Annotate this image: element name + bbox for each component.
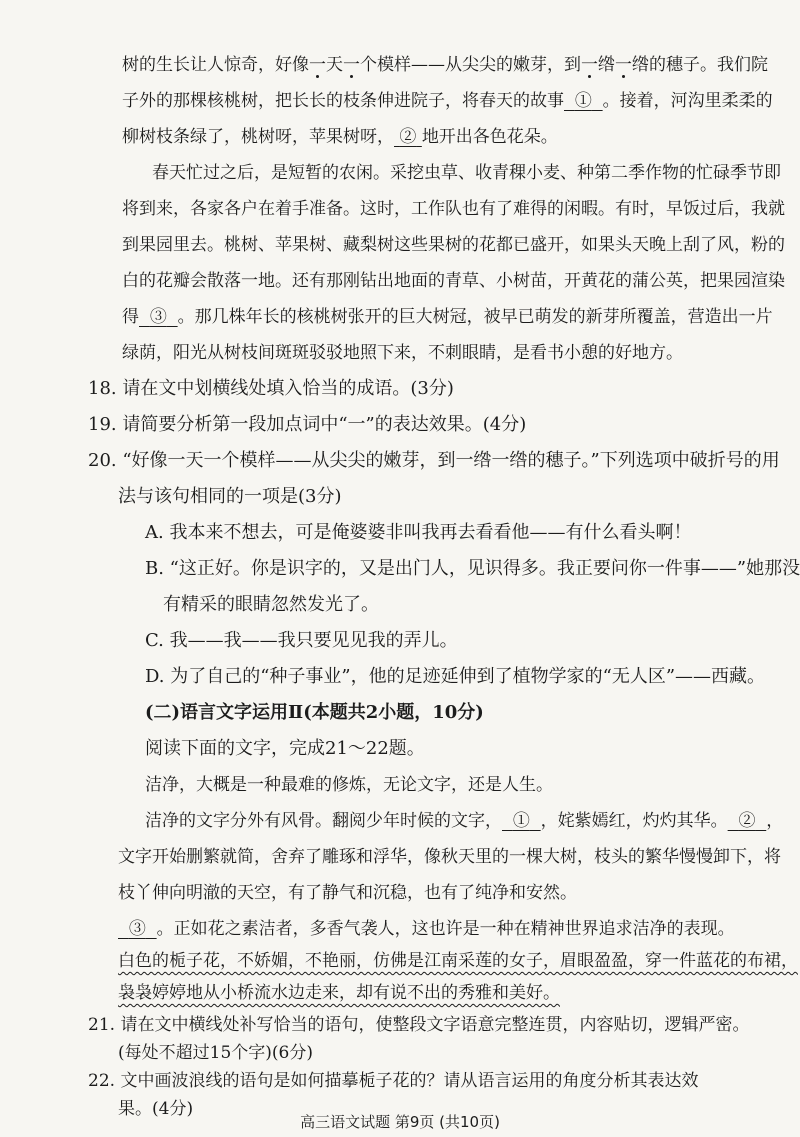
text-run: 。接着，河沟里柔柔的: [602, 91, 773, 111]
passage2-line2: [145, 806, 800, 836]
blank-p2-1: ①: [512, 811, 530, 831]
passage2-line4: 枝丫伸向明澈的天空，有了静气和沉稳，也有了纯净和安然。: [118, 883, 577, 903]
passage1-line6: 到果园里去。桃树、苹果树、藏梨树这些果树的花都已盛开，如果头天晚上刮了风，粉的: [122, 235, 785, 255]
text-run: 个模样——从尖尖的嫩芽，到: [360, 55, 581, 75]
passage2-line6-wavy: [118, 946, 800, 976]
text-run: ，: [766, 811, 784, 831]
section-heading: (二)语言文字运用Ⅱ(本题共2小题，10分): [145, 702, 484, 723]
passage1-line2: [122, 86, 800, 116]
text-run: 洁净的文字分外有风骨。翻阅少年时候的文字，: [145, 811, 502, 831]
option-b-line1: B. “这正好。你是识字的，又是出门人，见识得多。我正要问你一件事——”她那没: [145, 558, 800, 579]
blank-p2-3: ③: [128, 919, 146, 939]
passage2-line5: [118, 914, 800, 944]
passage1-line1: [122, 50, 800, 80]
text-run: 柳树枝条绿了，桃树呀，苹果树呀，: [122, 127, 394, 147]
passage2-line7-wavy: [118, 978, 800, 1008]
question-20-stem-line1: 20. “好像一天一个模样——从尖尖的嫩芽，到一绺一绺的穗子。”下列选项中破折号的用: [88, 450, 780, 471]
option-d: D. 为了自己的“种子事业”，他的足迹延伸到了植物学家的“无人区”——西藏。: [145, 666, 766, 687]
text-run: 树的生长让人惊奇，好像: [122, 55, 309, 75]
text-run: 。那几株年长的核桃树张开的巨大树冠，被早已萌发的新芽所覆盖，营造出一片: [177, 307, 773, 327]
text-run: 绺的穗子。我们院: [632, 55, 768, 75]
question-22-line1: 22. 文中画波浪线的语句是如何描摹栀子花的？请从语言运用的角度分析其表达效: [88, 1071, 699, 1091]
passage1-line4: 春天忙过之后，是短暂的农闲。采挖虫草、收青稞小麦、种第二季作物的忙碌季节即: [152, 163, 781, 183]
question-20-stem-line2: 法与该句相同的一项是(3分): [118, 486, 342, 507]
question-21-line2: (每处不超过15个字)(6分): [118, 1043, 313, 1063]
passage1-line7: 白的花瓣会散落一地。还有那刚钻出地面的青草、小树苗，开黄花的蒲公英，把果园渲染: [122, 271, 785, 291]
blank-p2-2: ②: [738, 811, 756, 831]
text-run: 子外的那棵核桃树，把长长的枝条伸进院子，将春天的故事: [122, 91, 564, 111]
passage1-line5: 将到来，各家各户在着手准备。这时，工作队也有了难得的闲暇。有时，早饭过后，我就: [122, 199, 785, 219]
option-a: A. 我本来不想去，可是俺婆婆非叫我再去看看他——有什么看头啊！: [145, 522, 692, 543]
section-instruction: 阅读下面的文字，完成21～22题。: [145, 738, 425, 759]
text-run: 绺: [598, 55, 615, 75]
passage2-line1: 洁净，大概是一种最难的修炼，无论文字，还是人生。: [145, 775, 553, 795]
wavy-underlined-text: 袅袅婷婷地从小桥流水边走来，却有说不出的秀雅和美好。: [118, 983, 560, 1003]
passage1-line3: [122, 122, 800, 152]
page-footer: 高三语文试题 第9页 (共10页): [300, 1113, 500, 1131]
blank-2: ②: [399, 127, 417, 147]
question-22-line2: 果。(4分): [118, 1099, 194, 1119]
text-run: 天: [326, 55, 343, 75]
question-18: 18. 请在文中划横线处填入恰当的成语。(3分): [88, 378, 454, 399]
question-19: 19. 请简要分析第一段加点词中“一”的表达效果。(4分): [88, 414, 527, 435]
option-c: C. 我——我——我只要见见我的弄儿。: [145, 630, 458, 651]
passage2-line3: 文字开始删繁就简，舍弃了雕琢和浮华，像秋天里的一棵大树，枝头的繁华慢慢卸下，将: [118, 847, 781, 867]
blank-3: ③: [149, 307, 167, 327]
question-21-line1: 21. 请在文中横线处补写恰当的语句，使整段文字语意完整连贯，内容贴切，逻辑严密。: [88, 1015, 750, 1035]
passage1-line9: 绿荫，阳光从树枝间斑斑驳驳地照下来，不刺眼睛，是看书小憩的好地方。: [122, 343, 683, 363]
text-run: 。正如花之素洁者，多香气袭人，这也许是一种在精神世界追求洁净的表现。: [156, 919, 735, 939]
dotted-char: 一: [581, 55, 598, 75]
text-run: 地开出各色花朵。: [421, 127, 558, 147]
option-b-line2: 有精采的眼睛忽然发光了。: [163, 594, 379, 615]
dotted-char: 一: [309, 55, 326, 75]
passage1-line8: [122, 302, 800, 332]
wavy-underlined-text: 白色的栀子花，不娇媚，不艳丽，仿佛是江南采莲的女子，眉眼盈盈，穿一件蓝花的布裙，: [118, 951, 798, 971]
dotted-char: 一: [615, 55, 632, 75]
text-run: ，姹紫嫣红，灼灼其华。: [540, 811, 728, 831]
blank-1: ①: [574, 91, 592, 111]
text-run: 得: [122, 307, 139, 327]
dotted-char: 一: [343, 55, 360, 75]
